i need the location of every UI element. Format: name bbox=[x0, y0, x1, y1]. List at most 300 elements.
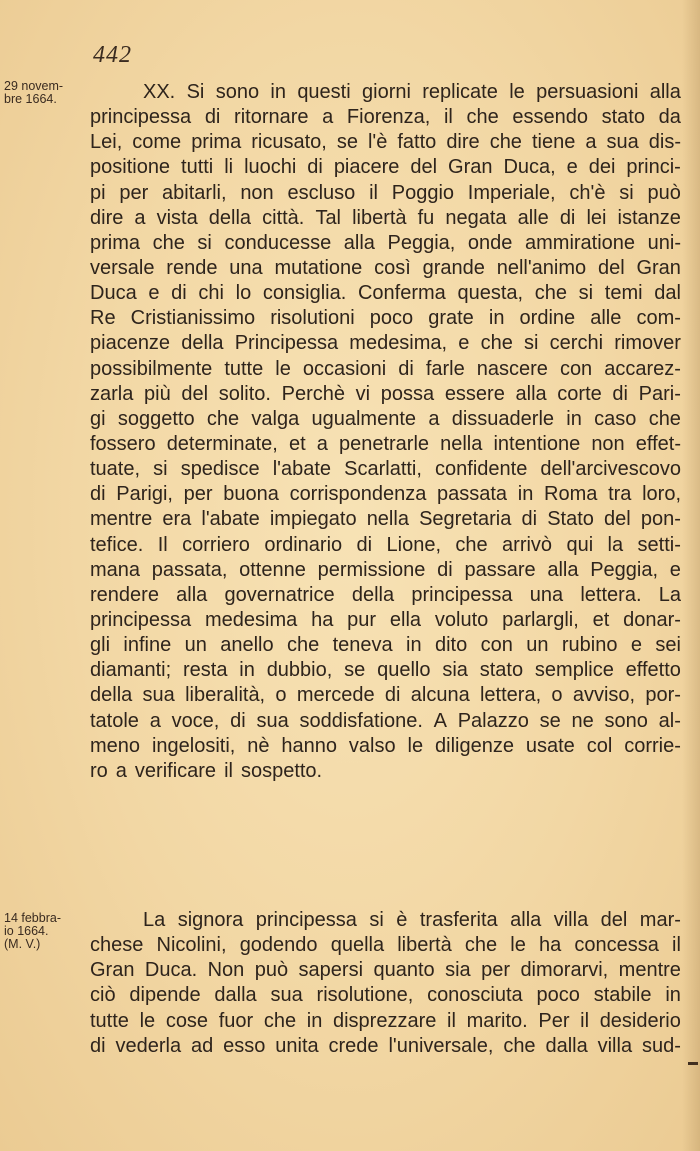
word: di bbox=[384, 684, 401, 707]
word: Lei, bbox=[90, 131, 123, 154]
word: tutti bbox=[181, 156, 214, 179]
text-line bbox=[90, 105, 681, 130]
word: Stato bbox=[547, 508, 594, 531]
word: le bbox=[509, 81, 525, 103]
word: alla bbox=[547, 558, 579, 581]
word: di bbox=[230, 709, 246, 732]
page-edge-shadow bbox=[682, 0, 700, 1151]
word: caso bbox=[594, 407, 637, 430]
word: di bbox=[356, 533, 373, 556]
word: ugualmente bbox=[311, 407, 417, 430]
word: essendo bbox=[512, 106, 588, 129]
word: fatto bbox=[397, 131, 437, 154]
word: disprezzare bbox=[332, 1009, 437, 1032]
text-line bbox=[90, 1034, 681, 1059]
word: questa, bbox=[457, 282, 524, 305]
word: qui bbox=[566, 533, 594, 556]
text-line bbox=[90, 256, 681, 281]
word: a bbox=[322, 106, 334, 129]
word: rende bbox=[166, 256, 218, 279]
word: in bbox=[239, 659, 255, 682]
word: nella bbox=[440, 432, 483, 455]
word: zarla bbox=[90, 382, 134, 405]
word: verificare bbox=[134, 759, 217, 782]
word: ha bbox=[538, 934, 562, 957]
margin-note-line: io 1664. bbox=[4, 924, 49, 938]
word: dis- bbox=[648, 131, 681, 154]
word: Il bbox=[157, 533, 168, 556]
word: giorni bbox=[362, 81, 411, 103]
word: intentione bbox=[493, 432, 581, 455]
word: usate bbox=[525, 734, 575, 757]
paragraph-1 bbox=[90, 80, 681, 784]
word: della bbox=[351, 583, 395, 606]
word: Lione, bbox=[386, 533, 442, 556]
word: sei bbox=[655, 634, 681, 657]
word: piacenze bbox=[90, 332, 171, 355]
word: l'è bbox=[367, 131, 388, 154]
word: un bbox=[526, 634, 549, 657]
word: stato bbox=[479, 659, 524, 682]
word: risolutioni bbox=[270, 307, 355, 330]
word: teneva bbox=[332, 634, 393, 657]
word: nell'animo bbox=[496, 256, 587, 279]
word: che bbox=[263, 1009, 297, 1032]
word: lettera. bbox=[580, 583, 642, 606]
word: a bbox=[316, 432, 328, 455]
word: a bbox=[134, 206, 146, 229]
word: spedisce bbox=[180, 458, 260, 481]
word: in bbox=[406, 634, 422, 657]
word: avviso, bbox=[572, 684, 636, 707]
word: rendere bbox=[90, 583, 159, 606]
text-line bbox=[90, 457, 681, 482]
word: si bbox=[619, 181, 634, 204]
word: Peggia, bbox=[387, 231, 456, 254]
word: e bbox=[630, 634, 642, 657]
word: Principessa bbox=[234, 332, 339, 355]
word: e bbox=[566, 156, 578, 179]
word: buona bbox=[223, 483, 279, 506]
word: a bbox=[115, 759, 127, 782]
word: esso bbox=[223, 1034, 266, 1057]
word: medesima bbox=[205, 608, 298, 631]
word: è bbox=[396, 909, 408, 931]
word: Palazzo bbox=[457, 709, 529, 732]
word: quello bbox=[377, 659, 431, 682]
word: medesima, bbox=[349, 332, 448, 355]
word: la bbox=[607, 533, 624, 556]
word: per bbox=[183, 483, 213, 506]
word: grate bbox=[428, 307, 474, 330]
word: o bbox=[275, 684, 287, 707]
word: alla bbox=[176, 583, 208, 606]
word: effet- bbox=[635, 432, 681, 455]
word: dipende bbox=[129, 984, 201, 1007]
word: trasferita bbox=[419, 909, 498, 931]
word: Parigi, bbox=[116, 483, 173, 506]
text-line bbox=[90, 482, 681, 507]
word: concessa bbox=[574, 934, 659, 957]
word: vi bbox=[355, 382, 371, 405]
word: li bbox=[224, 156, 234, 179]
word: soggetto bbox=[117, 407, 195, 430]
word: con bbox=[559, 357, 593, 380]
margin-date-note-2 bbox=[4, 912, 90, 951]
word: passata bbox=[437, 483, 508, 506]
word: semplice bbox=[534, 659, 614, 682]
word: ritornare bbox=[234, 106, 309, 129]
word: che bbox=[152, 231, 185, 254]
word: tuate, bbox=[90, 458, 141, 481]
word: poco bbox=[536, 984, 580, 1007]
word: se bbox=[336, 131, 358, 154]
word: sia bbox=[445, 959, 471, 982]
margin-note-line: 14 febbra- bbox=[4, 911, 61, 925]
word: nè bbox=[247, 734, 270, 757]
word: dell'arcivescovo bbox=[540, 458, 681, 481]
word: col bbox=[586, 734, 613, 757]
word: Gran bbox=[448, 156, 493, 179]
word: soddisfatione. bbox=[299, 709, 423, 732]
word: corrie- bbox=[624, 734, 681, 757]
word: occasioni bbox=[302, 357, 387, 380]
word: di bbox=[171, 282, 187, 305]
word: Pari- bbox=[638, 382, 681, 405]
word: ottenne bbox=[239, 558, 306, 581]
word: alcuna bbox=[410, 684, 470, 707]
word: tutte bbox=[90, 1009, 129, 1032]
word: Si bbox=[186, 81, 205, 103]
word: possibilmente bbox=[90, 357, 213, 380]
word: di bbox=[559, 206, 576, 229]
word: mutatione bbox=[274, 256, 363, 279]
word: dubbio, bbox=[266, 659, 333, 682]
word: mana bbox=[90, 558, 141, 581]
text-line bbox=[90, 958, 681, 983]
word: versale bbox=[90, 256, 155, 279]
word: impiegato bbox=[269, 508, 357, 531]
word: se bbox=[539, 709, 561, 732]
word: a bbox=[428, 407, 440, 430]
word: Imperiale, bbox=[467, 181, 556, 204]
word: cerchi bbox=[549, 332, 604, 355]
word: gli bbox=[90, 634, 111, 657]
word: dire bbox=[90, 206, 124, 229]
word: una bbox=[229, 256, 263, 279]
word: sono bbox=[215, 81, 260, 103]
word: può bbox=[647, 181, 681, 204]
word: La bbox=[143, 909, 166, 931]
word: godendo bbox=[239, 934, 318, 957]
word: permissione bbox=[317, 558, 426, 581]
word: in bbox=[566, 407, 582, 430]
word: libertà bbox=[352, 206, 407, 229]
text-line bbox=[90, 306, 681, 331]
word: istanze bbox=[617, 206, 681, 229]
word: nascere bbox=[476, 357, 548, 380]
word: che bbox=[648, 407, 681, 430]
word: valga bbox=[251, 407, 300, 430]
word: luochi bbox=[244, 156, 297, 179]
word: più bbox=[144, 382, 171, 405]
word: ella bbox=[389, 608, 422, 631]
word: et bbox=[288, 432, 306, 455]
word: Conferma bbox=[357, 282, 446, 305]
word: A bbox=[433, 709, 447, 732]
word: di bbox=[90, 1034, 106, 1057]
page-number: 442 bbox=[93, 42, 132, 68]
word: a bbox=[149, 709, 161, 732]
word: La bbox=[658, 583, 681, 606]
word: dalla bbox=[214, 984, 257, 1007]
word: Fiorenza, bbox=[346, 106, 431, 129]
word: dei bbox=[588, 156, 616, 179]
word: che bbox=[503, 1034, 536, 1057]
word: gi bbox=[90, 407, 106, 430]
text-line bbox=[90, 709, 681, 734]
word: ha bbox=[311, 608, 334, 631]
word: arrivò bbox=[502, 533, 553, 556]
word: diamanti; bbox=[90, 659, 172, 682]
word: replicate bbox=[422, 81, 498, 103]
word: sua bbox=[142, 684, 175, 707]
text-line bbox=[90, 155, 681, 180]
word: ricusato, bbox=[251, 131, 327, 154]
text-line bbox=[90, 633, 681, 658]
word: voluto bbox=[434, 608, 489, 631]
word: principessa bbox=[255, 909, 357, 931]
word: le bbox=[407, 734, 424, 757]
word: principessa bbox=[90, 608, 192, 631]
word: Peggia, bbox=[590, 558, 659, 581]
word: prima bbox=[191, 131, 242, 154]
word: crede bbox=[328, 1034, 379, 1057]
word: da bbox=[658, 106, 681, 129]
word: il bbox=[443, 106, 453, 129]
word: Perchè bbox=[281, 382, 346, 405]
word: principessa bbox=[90, 106, 192, 129]
word: le bbox=[510, 934, 526, 957]
word: ingelositi, bbox=[151, 734, 236, 757]
word: rubino bbox=[561, 634, 618, 657]
word: essere bbox=[444, 382, 505, 405]
word: l'universale, bbox=[388, 1034, 494, 1057]
word: alle bbox=[590, 307, 622, 330]
word: in bbox=[665, 984, 681, 1007]
text-line bbox=[90, 658, 681, 683]
word: penetrarle bbox=[338, 432, 430, 455]
word: solito. bbox=[218, 382, 271, 405]
word: unita bbox=[275, 1034, 319, 1057]
text-line bbox=[90, 181, 681, 206]
text-line bbox=[90, 432, 681, 457]
word: del bbox=[604, 508, 631, 531]
word: così bbox=[374, 256, 411, 279]
word: al- bbox=[658, 709, 681, 732]
word: di bbox=[307, 156, 323, 179]
word: con bbox=[480, 634, 513, 657]
word: villa bbox=[553, 909, 589, 931]
word: quanto bbox=[373, 959, 435, 982]
word: pi bbox=[90, 181, 106, 204]
word: ro bbox=[90, 759, 108, 782]
margin-date-note-1 bbox=[4, 80, 90, 106]
word: persuasioni bbox=[536, 81, 639, 103]
word: del bbox=[181, 382, 209, 405]
word: fuor bbox=[218, 1009, 254, 1032]
word: le bbox=[139, 1009, 156, 1032]
word: e bbox=[669, 558, 681, 581]
word: Gran bbox=[90, 959, 135, 982]
word: dissuaderle bbox=[451, 407, 555, 430]
word: villa bbox=[597, 1034, 633, 1057]
word: Poggio bbox=[391, 181, 455, 204]
word: liberalità, bbox=[185, 684, 266, 707]
word: una bbox=[529, 583, 564, 606]
text-line bbox=[90, 734, 681, 759]
word: Duca bbox=[90, 282, 137, 305]
word: della bbox=[90, 684, 133, 707]
word: per bbox=[481, 959, 510, 982]
word: alla bbox=[649, 81, 681, 103]
text-line bbox=[90, 206, 681, 231]
word: setti- bbox=[637, 533, 681, 556]
word: marito. bbox=[466, 1009, 528, 1032]
word: dal bbox=[654, 282, 681, 305]
word: passare bbox=[464, 558, 536, 581]
word: corte bbox=[557, 382, 602, 405]
word: Duca, bbox=[503, 156, 556, 179]
word: di bbox=[204, 106, 221, 129]
word: parlargli, bbox=[502, 608, 579, 631]
word: sospetto. bbox=[240, 759, 323, 782]
word: Scarlatti, bbox=[344, 458, 422, 481]
word: ordine bbox=[519, 307, 576, 330]
word: che bbox=[489, 131, 522, 154]
word: positione bbox=[90, 156, 171, 179]
word: della bbox=[181, 332, 224, 355]
word: che bbox=[206, 407, 240, 430]
word: negata bbox=[445, 206, 507, 229]
word: un bbox=[184, 634, 207, 657]
word: di bbox=[521, 508, 538, 531]
word: tatole bbox=[90, 709, 139, 732]
text-line bbox=[90, 983, 681, 1008]
word: com- bbox=[636, 307, 681, 330]
word: ciò bbox=[90, 984, 116, 1007]
word: tra bbox=[608, 483, 632, 506]
word: onde bbox=[467, 231, 513, 254]
text-line bbox=[90, 331, 681, 356]
paragraph-2 bbox=[90, 908, 681, 1059]
word: fossero bbox=[90, 432, 156, 455]
word: quella bbox=[330, 934, 385, 957]
word: della bbox=[208, 206, 252, 229]
word: ammiratione bbox=[525, 231, 636, 254]
word: determinate, bbox=[166, 432, 278, 455]
word: infine bbox=[123, 634, 172, 657]
word: mentre bbox=[618, 959, 681, 982]
word: a bbox=[585, 131, 597, 154]
word: in bbox=[306, 1009, 323, 1032]
word: e bbox=[458, 332, 470, 355]
text-line bbox=[90, 1009, 681, 1034]
word: il bbox=[447, 1009, 456, 1032]
text-line bbox=[90, 583, 681, 608]
word: vederla bbox=[115, 1034, 182, 1057]
word: hanno bbox=[281, 734, 338, 757]
word: confidente bbox=[435, 458, 528, 481]
word: desiderio bbox=[599, 1009, 681, 1032]
word: alla bbox=[515, 382, 547, 405]
word: dalla bbox=[545, 1034, 588, 1057]
word: che bbox=[286, 634, 320, 657]
word: lettera, bbox=[479, 684, 542, 707]
word: il bbox=[224, 759, 233, 782]
word: grande bbox=[422, 256, 485, 279]
word: mar- bbox=[639, 909, 681, 931]
word: Per bbox=[538, 1009, 570, 1032]
text-line bbox=[90, 933, 681, 958]
word: signora bbox=[177, 909, 244, 931]
word: si bbox=[369, 909, 384, 931]
word: passata, bbox=[151, 558, 228, 581]
text-line bbox=[90, 80, 681, 105]
word: o bbox=[551, 684, 563, 707]
word: per bbox=[119, 181, 149, 204]
text-line bbox=[90, 130, 681, 155]
word: del bbox=[410, 156, 438, 179]
text-line bbox=[90, 533, 681, 558]
word: farle bbox=[425, 357, 465, 380]
word: sono bbox=[604, 709, 648, 732]
word: di bbox=[612, 382, 628, 405]
word: ne bbox=[571, 709, 594, 732]
word: ordinario bbox=[264, 533, 343, 556]
word: in bbox=[517, 483, 534, 506]
word: il bbox=[580, 1009, 590, 1032]
word: fu bbox=[417, 206, 435, 229]
word: vista bbox=[156, 206, 198, 229]
word: si bbox=[153, 458, 168, 481]
word: ad bbox=[190, 1034, 214, 1057]
word: effetto bbox=[625, 659, 681, 682]
word: principessa bbox=[411, 583, 513, 606]
word: in bbox=[488, 307, 505, 330]
word: come bbox=[132, 131, 182, 154]
word: che bbox=[464, 934, 498, 957]
word: Duca. bbox=[144, 959, 198, 982]
word: che bbox=[466, 106, 499, 129]
word: nella bbox=[366, 508, 409, 531]
word: l'abate bbox=[272, 458, 332, 481]
word: sua bbox=[270, 984, 303, 1007]
word: resta bbox=[182, 659, 228, 682]
word: libertà bbox=[397, 934, 452, 957]
word: accarez- bbox=[604, 357, 681, 380]
word: ch'è bbox=[569, 181, 606, 204]
word: di bbox=[398, 357, 414, 380]
word: lo bbox=[235, 282, 252, 305]
word: conducesse bbox=[224, 231, 332, 254]
word: in bbox=[270, 81, 286, 103]
text-line bbox=[90, 558, 681, 583]
word: escluso bbox=[287, 181, 356, 204]
word: Non bbox=[207, 959, 245, 982]
text-line bbox=[90, 407, 681, 432]
word: risolutione, bbox=[316, 984, 414, 1007]
